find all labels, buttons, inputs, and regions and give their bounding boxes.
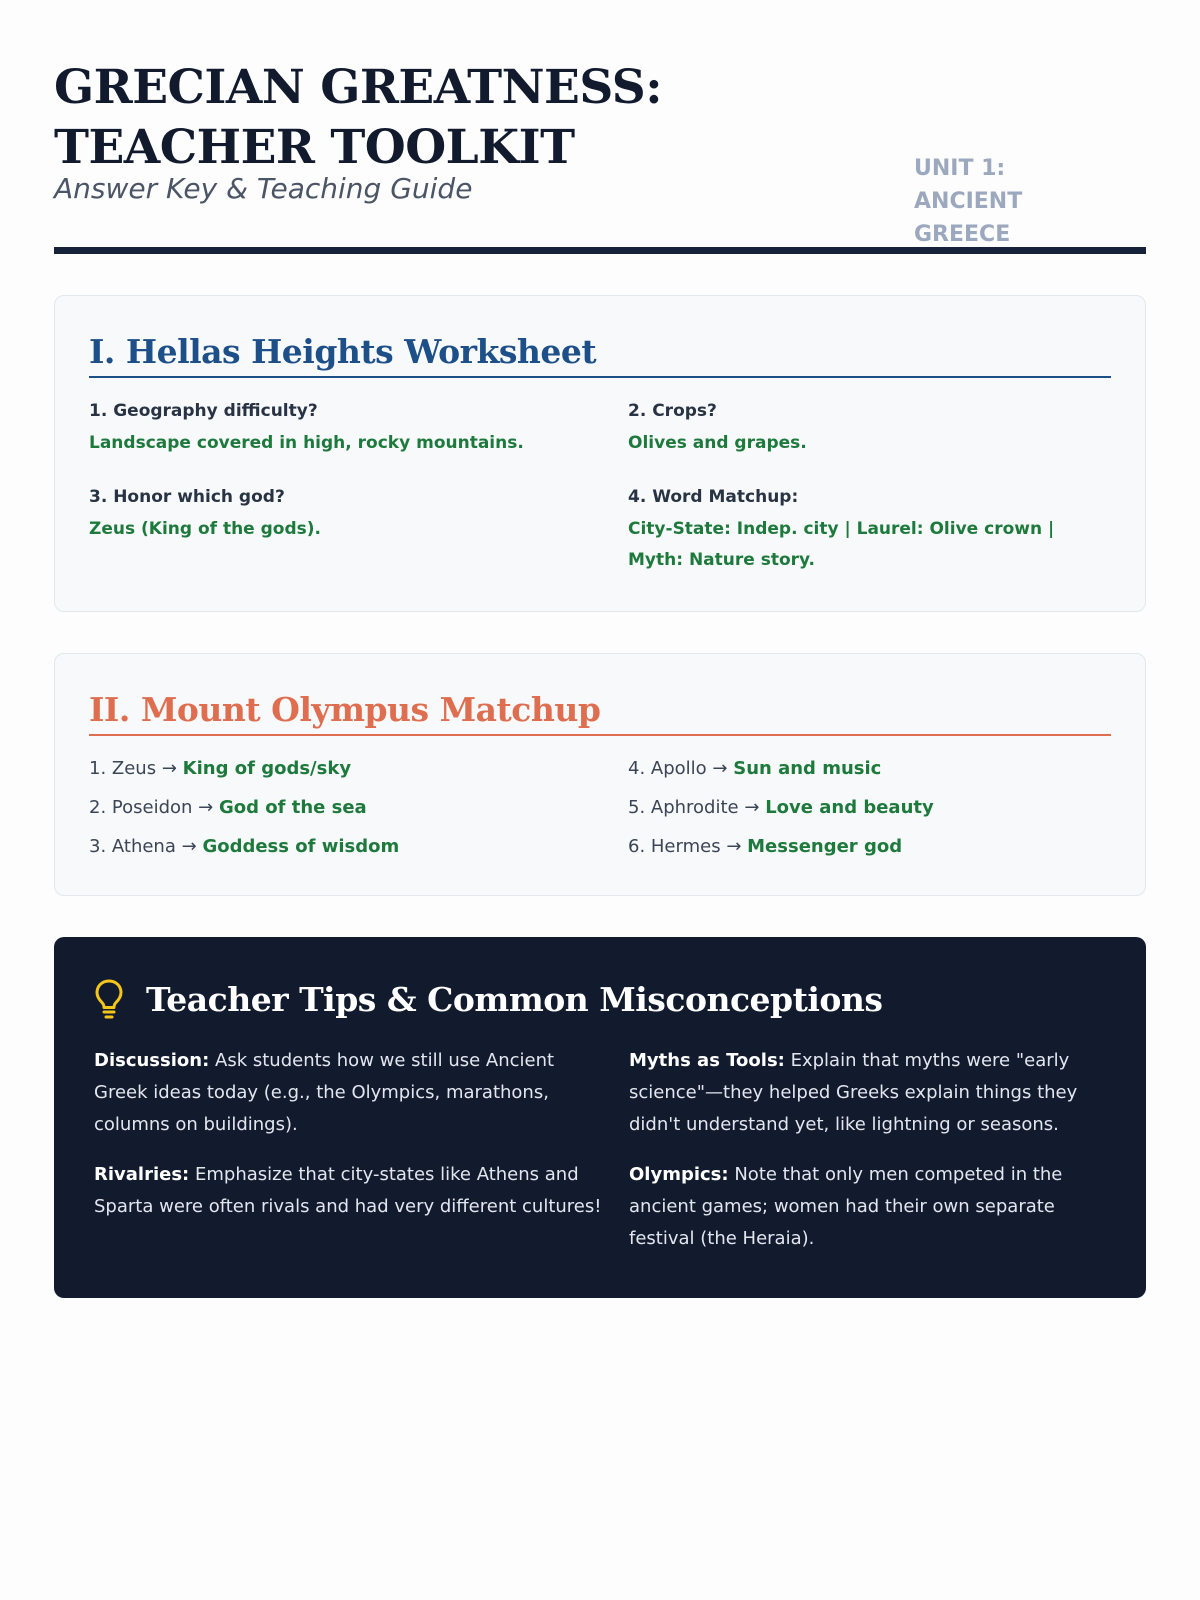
arrow-icon: → <box>712 758 728 779</box>
matchup-grid <box>89 736 1111 858</box>
matchup-column-left <box>89 736 628 858</box>
tip-heading: Rivalries: <box>94 1164 190 1185</box>
tip-heading: Myths as Tools: <box>629 1050 785 1071</box>
question-label: 3. Honor which god? <box>89 487 285 507</box>
teacher-tips-section <box>54 937 1146 1298</box>
section-title: I. Hellas Heights Worksheet <box>89 296 1111 378</box>
question-label: 1. Geography difficulty? <box>89 401 318 421</box>
arrow-icon: → <box>744 797 760 818</box>
arrow-icon: → <box>161 758 177 779</box>
matchup-item <box>89 797 628 819</box>
god-name: 2. Poseidon <box>89 797 193 818</box>
tip-item <box>94 1159 629 1255</box>
tips-title: Teacher Tips & Common Misconceptions <box>146 979 883 1019</box>
header <box>54 0 1146 254</box>
matchup-item <box>628 836 1111 858</box>
tip-heading: Discussion: <box>94 1050 210 1071</box>
tip-text: Emphasize that city-states like Athens and Sparta were often rivals and had very different cultures! <box>94 1164 602 1217</box>
question-item <box>89 486 628 576</box>
arrow-icon: → <box>181 836 197 857</box>
tip-text: Explain that myths were "early science"—they helped Greeks explain things they didn't understand yet, like lightning or seasons. <box>629 1050 1078 1135</box>
matchup-item <box>628 797 1111 819</box>
matchup-answer: Love and beauty <box>765 797 934 818</box>
question-answer: Zeus (King of the gods). <box>89 519 321 539</box>
matchup-answer: God of the sea <box>218 797 367 818</box>
section-title: II. Mount Olympus Matchup <box>89 654 1111 736</box>
question-grid <box>89 378 1111 576</box>
matchup-answer: Messenger god <box>747 836 903 857</box>
question-item <box>89 400 628 459</box>
unit-label: UNIT 1: ANCIENT GREECE <box>914 156 1023 247</box>
matchup-column-right <box>628 736 1111 858</box>
page-title: GRECIAN GREATNESS: TEACHER TOOLKIT <box>54 60 663 175</box>
tip-heading: Olympics: <box>629 1164 729 1185</box>
tip-item <box>629 1045 1108 1141</box>
tip-text: Ask students how we still use Ancient Greek ideas today (e.g., the Olympics, marathons, columns on buildings). <box>94 1050 555 1135</box>
question-item <box>628 400 1111 459</box>
arrow-icon: → <box>198 797 214 818</box>
lightbulb-icon <box>94 978 124 1020</box>
tips-grid <box>94 1045 1108 1273</box>
matchup-answer: King of gods/sky <box>182 758 352 779</box>
tips-header <box>94 975 1108 1023</box>
tip-item <box>629 1159 1108 1255</box>
matchup-item <box>89 758 628 780</box>
matchup-item <box>628 758 1111 780</box>
question-answer: Olives and grapes. <box>628 433 807 453</box>
matchup-section <box>54 653 1146 896</box>
question-item <box>628 486 1111 576</box>
god-name: 1. Zeus <box>89 758 157 779</box>
tip-text: Note that only men competed in the ancient games; women had their own separate festival (the Heraia). <box>629 1164 1063 1249</box>
matchup-answer: Sun and music <box>733 758 882 779</box>
tip-item <box>94 1045 629 1141</box>
arrow-icon: → <box>726 836 742 857</box>
question-answer: Landscape covered in high, rocky mountains. <box>89 433 524 453</box>
worksheet-section <box>54 295 1146 612</box>
question-answer: City-State: Indep. city | Laurel: Olive crown | Myth: Nature story. <box>628 519 1055 570</box>
question-label: 2. Crops? <box>628 401 717 421</box>
god-name: 6. Hermes <box>628 836 721 857</box>
god-name: 5. Aphrodite <box>628 797 739 818</box>
matchup-item <box>89 836 628 858</box>
god-name: 3. Athena <box>89 836 176 857</box>
matchup-answer: Goddess of wisdom <box>202 836 400 857</box>
god-name: 4. Apollo <box>628 758 707 779</box>
question-label: 4. Word Matchup: <box>628 487 799 507</box>
page-subtitle: Answer Key & Teaching Guide <box>54 172 473 205</box>
